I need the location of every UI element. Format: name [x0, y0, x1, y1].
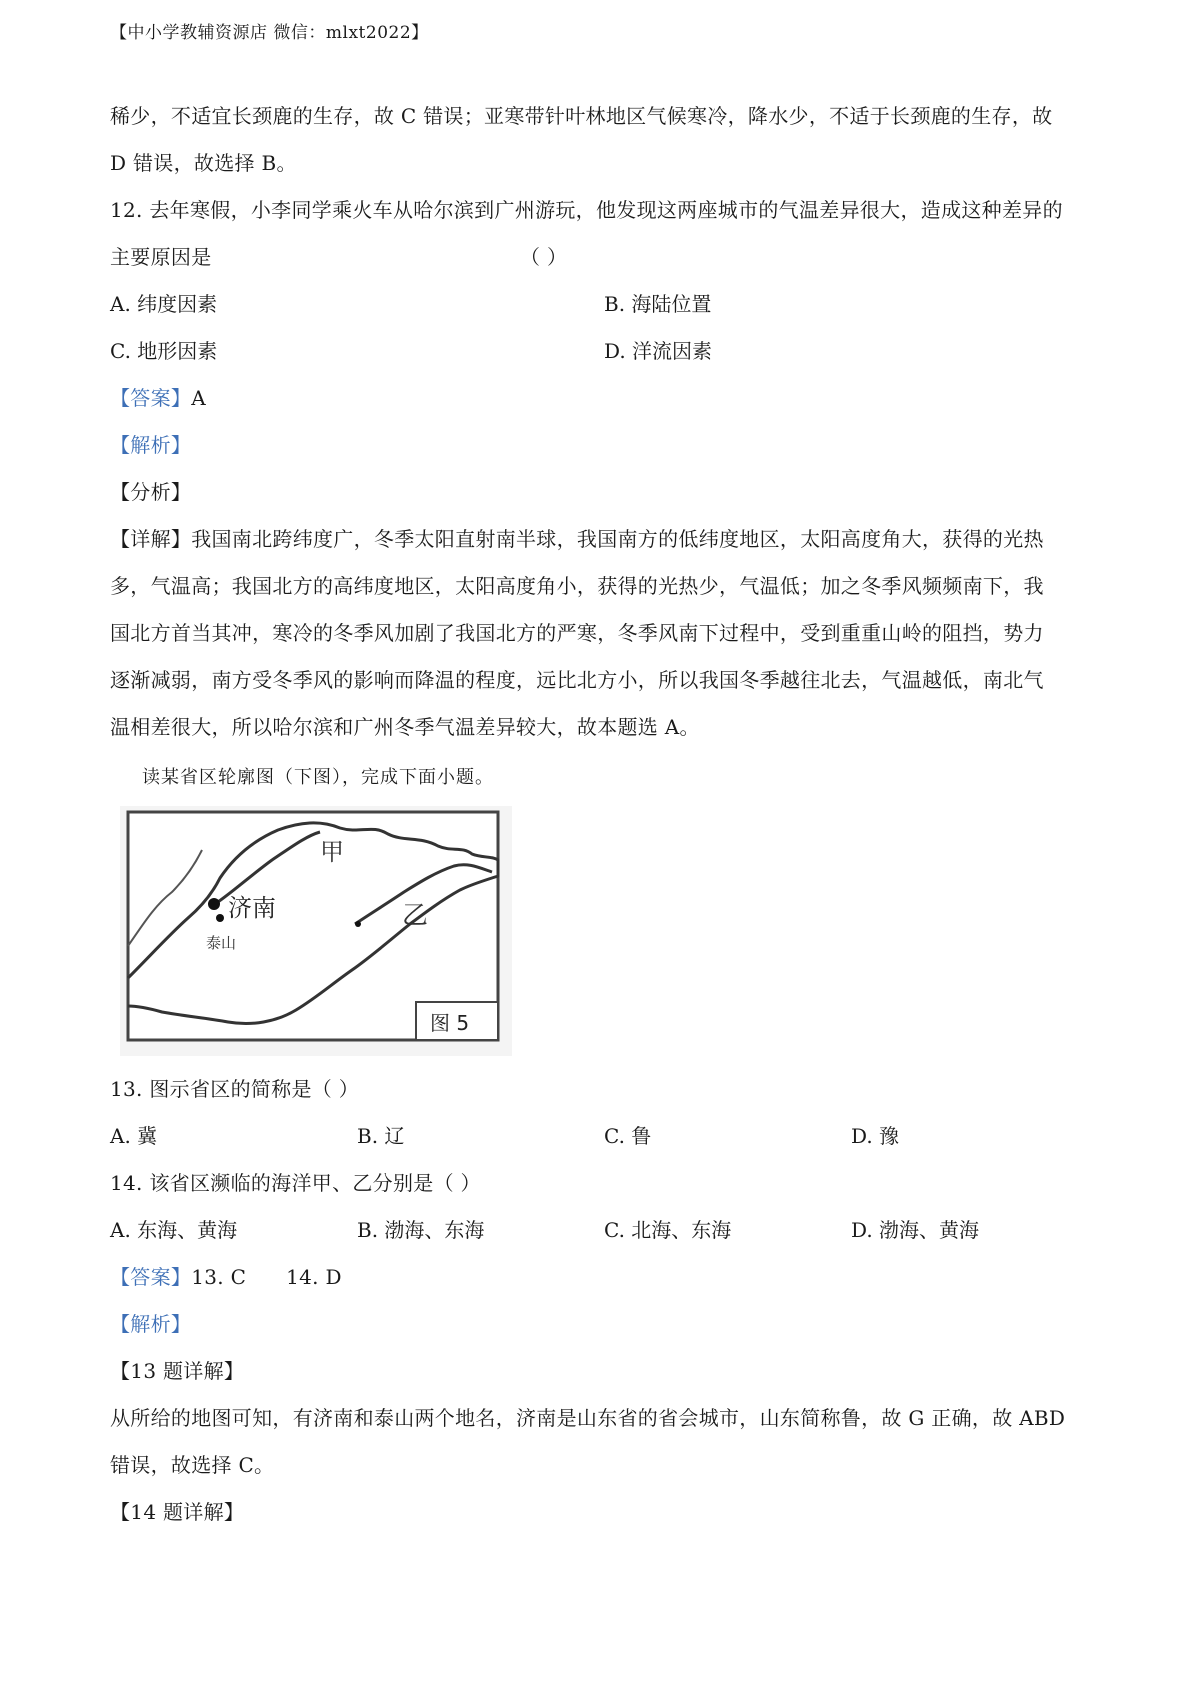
label-yi: 乙: [402, 901, 429, 931]
q13-detail-label: 【13 题详解】: [110, 1359, 245, 1383]
q12-option-d: D. 洋流因素: [604, 339, 713, 363]
q13-detail-line: 从所给的地图可知，有济南和泰山两个地名，济南是山东省的省会城市，山东简称鲁，故 G 正确，故 ABD: [110, 1406, 1066, 1430]
q14-option-a: A. 东海、黄海: [110, 1218, 238, 1242]
province-outline-map: [120, 806, 512, 1056]
city-dot: [355, 921, 361, 927]
q13-stem: 13. 图示省区的简称是（ ）: [110, 1077, 360, 1101]
label-jinan: 济南: [228, 894, 276, 922]
q12-stem-line1: 12. 去年寒假，小李同学乘火车从哈尔滨到广州游玩，他发现这两座城市的气温差异很大，造成这种差异的: [110, 198, 1063, 222]
q14-option-c: C. 北海、东海: [604, 1218, 732, 1242]
q13-option-a: A. 冀: [110, 1124, 158, 1148]
q13-option-b: B. 辽: [357, 1124, 405, 1148]
q13-option-d: D. 豫: [851, 1124, 900, 1148]
detail-label: 【详解】: [110, 527, 192, 551]
answer-value: A: [191, 386, 206, 410]
taishan-marker: [216, 914, 224, 922]
q12-answer: [110, 375, 1100, 422]
q12-answer-paren: （ ）: [520, 245, 568, 269]
answer-label: 【答案】: [110, 386, 192, 410]
q12-stem-text: 主要原因是: [110, 245, 212, 269]
q12-detail-line: [110, 516, 1100, 563]
figure-label: 图 5: [430, 1011, 470, 1035]
q12-stem-line2: [110, 234, 1100, 281]
q12-fenxi-label: 【分析】: [110, 480, 192, 504]
q12-detail-line: 国北方首当其冲，寒冷的冬季风加剧了我国北方的严寒，冬季风南下过程中，受到重重山岭的阻挡，势力: [110, 621, 1044, 645]
q13-14-answer: [110, 1254, 1100, 1301]
q14-stem: 14. 该省区濒临的海洋甲、乙分别是（ ）: [110, 1171, 481, 1195]
q12-analysis-label: 【解析】: [110, 433, 192, 457]
q12-detail-line: 逐渐减弱，南方受冬季风的影响而降温的程度，远比北方小，所以我国冬季越往北去，气温越低，南北气: [110, 668, 1044, 692]
q13-detail-line: 错误，故选择 C。: [110, 1453, 275, 1477]
continued-text-line: 稀少，不适宜长颈鹿的生存，故 C 错误；亚寒带针叶林地区气候寒冷，降水少，不适于长颈鹿的生存，故: [110, 104, 1053, 128]
q14-detail-label: 【14 题详解】: [110, 1500, 245, 1524]
continued-text-line: D 错误，故选择 B。: [110, 151, 297, 175]
answer-label: 【答案】: [110, 1265, 192, 1289]
map-intro-text: 读某省区轮廓图（下图），完成下面小题。: [142, 767, 494, 788]
answer-value: 13. C 14. D: [191, 1265, 342, 1289]
jinan-marker: [208, 898, 220, 910]
detail-text: 我国南北跨纬度广，冬季太阳直射南半球，我国南方的低纬度地区，太阳高度角大，获得的光热: [191, 527, 1044, 551]
q12-option-b: B. 海陆位置: [604, 292, 712, 316]
q12-option-a: A. 纬度因素: [110, 292, 218, 316]
label-taishan: 泰山: [206, 934, 237, 952]
q12-detail-line: 多，气温高；我国北方的高纬度地区，太阳高度角小，获得的光热少，气温低；加之冬季风频频南下，我: [110, 574, 1044, 598]
label-jia: 甲: [320, 838, 344, 866]
q12-detail-line: 温相差很大，所以哈尔滨和广州冬季气温差异较大，故本题选 A。: [110, 715, 700, 739]
q14-option-b: B. 渤海、东海: [357, 1218, 485, 1242]
q13-14-analysis-label: 【解析】: [110, 1312, 192, 1336]
q13-option-c: C. 鲁: [604, 1124, 652, 1148]
header-watermark: 【中小学教辅资源店 微信：mlxt2022】: [110, 23, 429, 43]
q14-option-d: D. 渤海、黄海: [851, 1218, 980, 1242]
q12-option-c: C. 地形因素: [110, 339, 218, 363]
